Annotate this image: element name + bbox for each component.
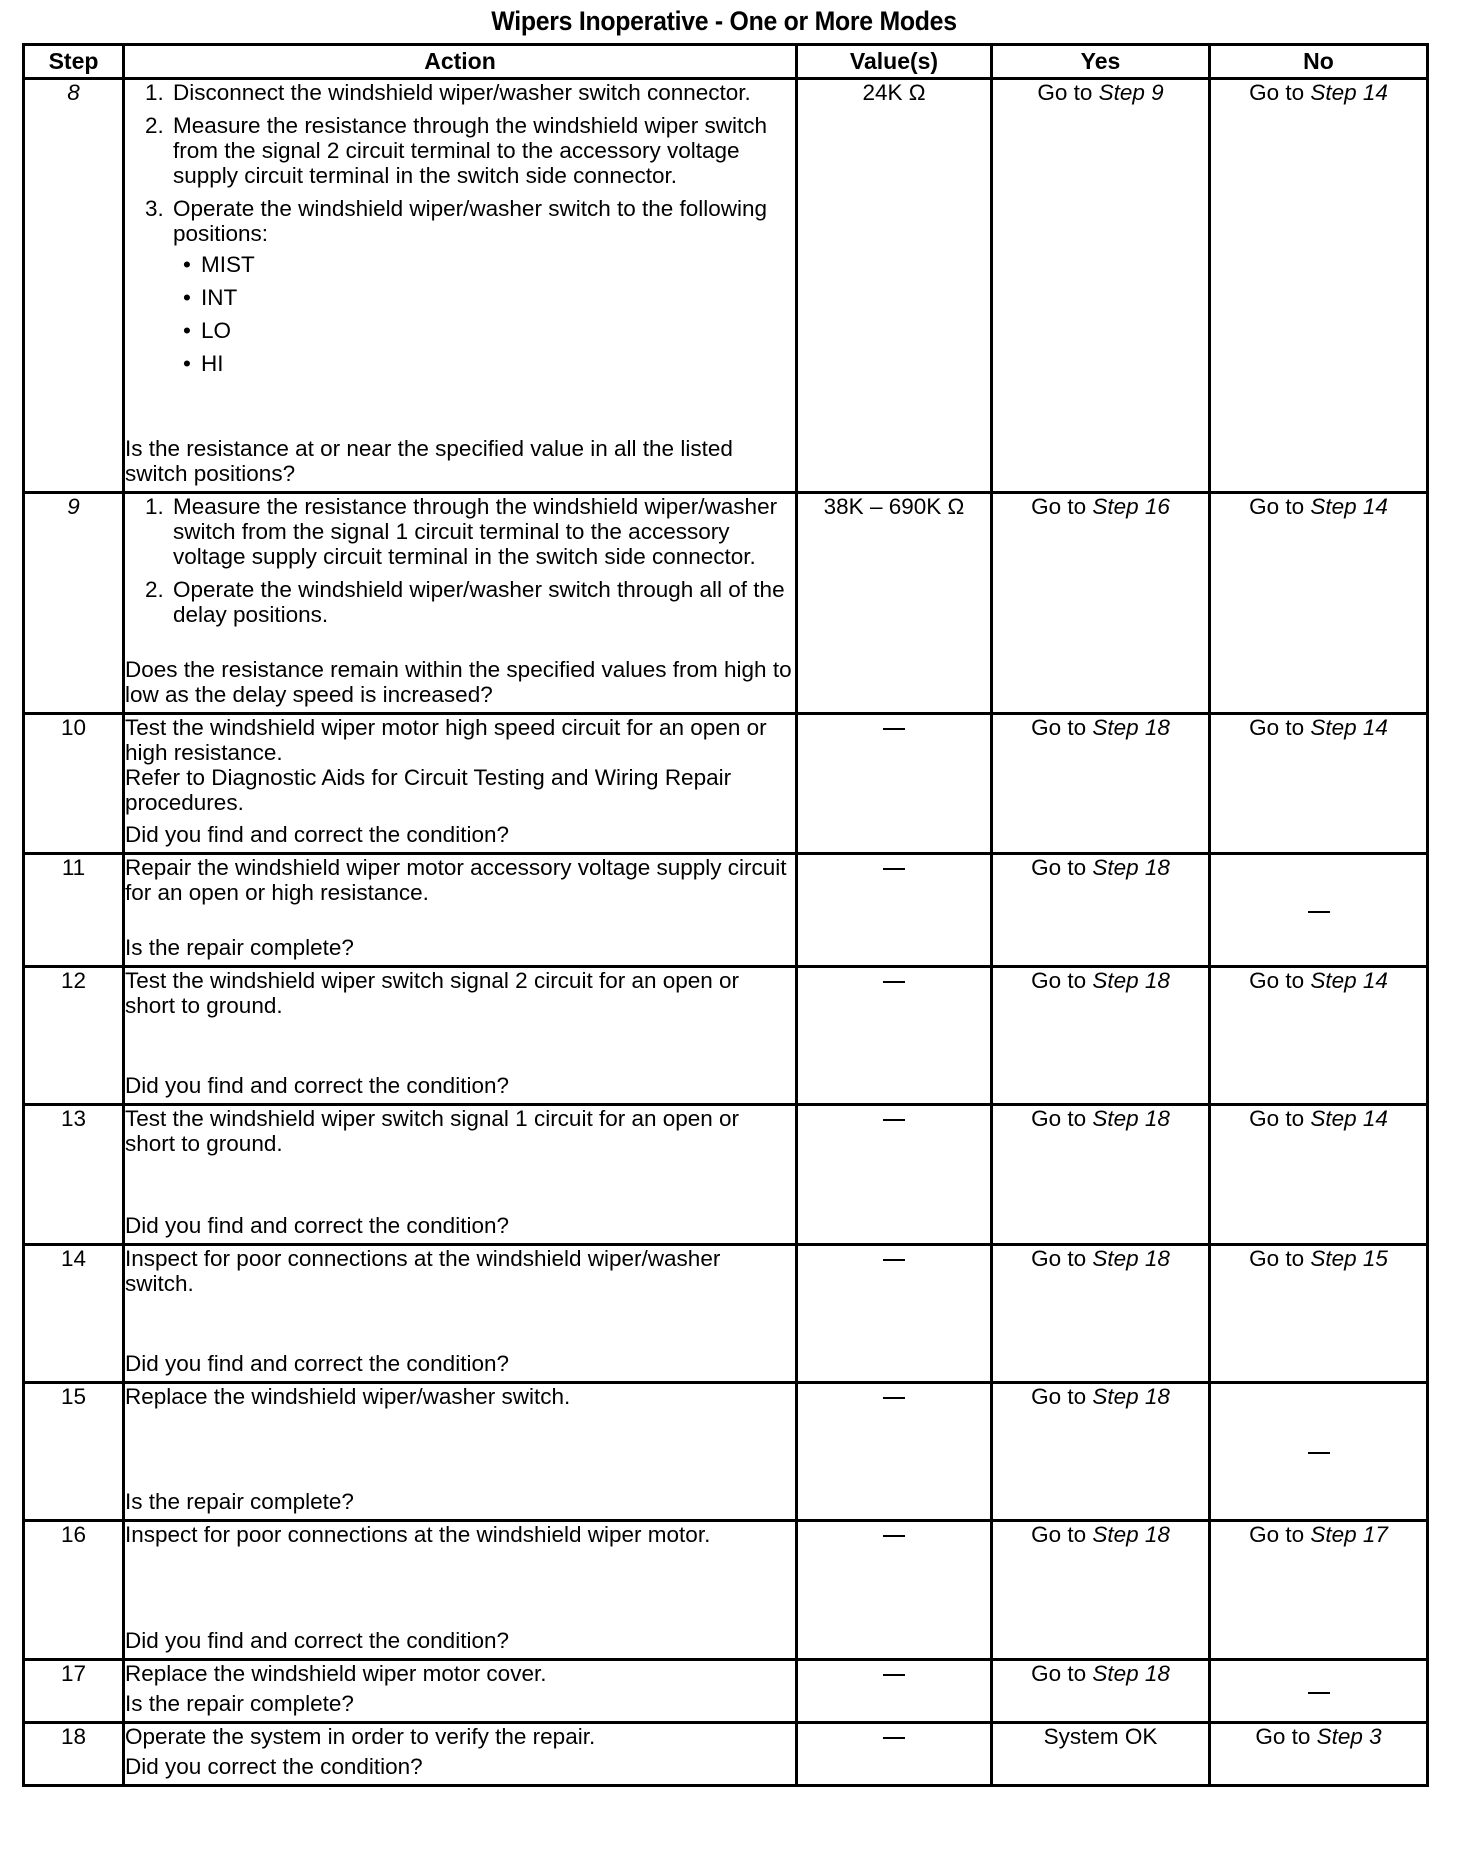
- header-yes: Yes: [992, 45, 1210, 79]
- yes-outcome: [992, 1521, 1210, 1660]
- goto-prefix: Go to: [1249, 80, 1311, 105]
- table-row: [24, 1660, 1428, 1723]
- yes-outcome: [992, 1105, 1210, 1245]
- goto-prefix: Go to: [1031, 1246, 1093, 1271]
- goto-step-link: Step 14: [1310, 1106, 1388, 1131]
- em-dash: [883, 1737, 905, 1739]
- em-dash: [883, 1674, 905, 1676]
- no-outcome-text: [1249, 1246, 1388, 1271]
- action-question: Is the repair complete?: [125, 935, 354, 960]
- no-outcome-text: [1249, 968, 1388, 993]
- yes-outcome: [992, 1245, 1210, 1383]
- action-text: Operate the system in order to verify the repair.: [125, 1724, 596, 1749]
- yes-outcome-text: [1031, 855, 1170, 880]
- value-cell: [797, 1105, 992, 1245]
- step-number: 16: [24, 1521, 124, 1660]
- action-text: Test the windshield wiper switch signal 2 circuit for an open or short to ground.: [125, 968, 740, 1018]
- step-number: 9: [24, 493, 124, 714]
- action-cell: [124, 854, 797, 967]
- yes-outcome-text: [1031, 1522, 1170, 1547]
- action-cell: [124, 1521, 797, 1660]
- table-row: [24, 1105, 1428, 1245]
- action-question: Did you find and correct the condition?: [125, 1073, 509, 1098]
- no-outcome: [1210, 1660, 1428, 1723]
- no-outcome: [1210, 79, 1428, 493]
- em-dash: [1308, 911, 1330, 913]
- value-cell: 38K – 690K Ω: [797, 493, 992, 714]
- action-cell: [124, 1723, 797, 1786]
- header-step: Step: [24, 45, 124, 79]
- no-outcome: [1210, 967, 1428, 1105]
- action-question: Is the repair complete?: [125, 1489, 354, 1514]
- goto-step-link: Step 18: [1092, 1384, 1170, 1409]
- em-dash: [883, 1397, 905, 1399]
- yes-outcome-text: System OK: [1043, 1724, 1158, 1749]
- value-cell: [797, 1521, 992, 1660]
- step-number: 17: [24, 1660, 124, 1723]
- goto-prefix: Go to: [1249, 1246, 1311, 1271]
- goto-step-link: Step 14: [1310, 80, 1388, 105]
- no-outcome: [1210, 854, 1428, 967]
- table-row: [24, 1383, 1428, 1521]
- action-question: Is the resistance at or near the specified value in all the listed switch positions?: [125, 436, 733, 486]
- action-text: Test the windshield wiper motor high speed circuit for an open or high resistance.: [125, 715, 767, 765]
- action-steps: [125, 494, 795, 635]
- goto-step-link: Step 18: [1092, 968, 1170, 993]
- value-cell: [797, 1660, 992, 1723]
- action-text: Replace the windshield wiper/washer switch.: [125, 1384, 571, 1409]
- action-content: [125, 715, 795, 847]
- step-number: 12: [24, 967, 124, 1105]
- yes-outcome: [992, 714, 1210, 854]
- action-content: [125, 968, 795, 1098]
- step-number: 10: [24, 714, 124, 854]
- goto-prefix: Go to: [1249, 1106, 1311, 1131]
- goto-step-link: Step 3: [1316, 1724, 1382, 1749]
- table-header-row: [24, 45, 1428, 79]
- goto-step-link: Step 16: [1092, 494, 1170, 519]
- value-cell: [797, 854, 992, 967]
- value-cell: 24K Ω: [797, 79, 992, 493]
- action-content: [125, 80, 795, 486]
- goto-step-link: Step 14: [1310, 715, 1388, 740]
- action-cell: [124, 1105, 797, 1245]
- action-text: Inspect for poor connections at the windshield wiper motor.: [125, 1522, 711, 1547]
- action-question: Does the resistance remain within the specified values from high to low as the delay speed is increased?: [125, 657, 792, 707]
- yes-outcome-text: [1031, 494, 1170, 519]
- action-content: [125, 494, 795, 707]
- goto-prefix: Go to: [1031, 494, 1093, 519]
- goto-prefix: Go to: [1031, 1106, 1093, 1131]
- em-dash: [883, 868, 905, 870]
- no-outcome-text: [1249, 1522, 1388, 1547]
- goto-step-link: Step 9: [1098, 80, 1164, 105]
- table-row: [24, 1521, 1428, 1660]
- yes-outcome: [992, 1383, 1210, 1521]
- action-cell: [124, 714, 797, 854]
- table-row: [24, 714, 1428, 854]
- no-outcome: [1210, 1245, 1428, 1383]
- action-step: Measure the resistance through the windshield wiper/washer switch from the signal 1 circuit terminal to the accessory voltage supply circuit terminal in the switch side connector.: [173, 494, 778, 569]
- action-question: Did you find and correct the condition?: [125, 1351, 509, 1376]
- action-step: Operate the windshield wiper/washer switch through all of the delay positions.: [173, 577, 785, 627]
- goto-prefix: Go to: [1031, 1522, 1093, 1547]
- goto-step-link: Step 18: [1092, 855, 1170, 880]
- no-outcome-text: [1249, 80, 1388, 105]
- em-dash: [1308, 1452, 1330, 1454]
- action-cell: [124, 967, 797, 1105]
- action-cell: [124, 1245, 797, 1383]
- action-text: Inspect for poor connections at the windshield wiper/washer switch.: [125, 1246, 721, 1296]
- step-number: 13: [24, 1105, 124, 1245]
- action-question: Is the repair complete?: [125, 1691, 354, 1716]
- no-outcome-text: [1249, 1106, 1388, 1131]
- yes-outcome-text: [1037, 80, 1163, 105]
- value-cell: [797, 1383, 992, 1521]
- no-outcome: [1210, 1383, 1428, 1521]
- yes-outcome-text: [1031, 1106, 1170, 1131]
- yes-outcome: [992, 854, 1210, 967]
- table-row: [24, 967, 1428, 1105]
- step-number: 8: [24, 79, 124, 493]
- action-question: Did you find and correct the condition?: [125, 1628, 509, 1653]
- goto-step-link: Step 18: [1092, 1246, 1170, 1271]
- goto-prefix: Go to: [1031, 1384, 1093, 1409]
- action-step: Operate the windshield wiper/washer switch to the following positions: • MIST • INT • LO • HI: [173, 196, 795, 376]
- em-dash: [883, 981, 905, 983]
- em-dash: [883, 728, 905, 730]
- action-step: Measure the resistance through the windshield wiper switch from the signal 2 circuit terminal to the accessory voltage supply circuit terminal in the switch side connector.: [173, 113, 768, 188]
- action-cell: [124, 1660, 797, 1723]
- yes-outcome: [992, 1660, 1210, 1723]
- action-content: [125, 1246, 795, 1376]
- goto-prefix: Go to: [1249, 1522, 1311, 1547]
- yes-outcome-text: [1031, 1661, 1170, 1686]
- step-number: 11: [24, 854, 124, 967]
- action-content: [125, 855, 795, 960]
- table-row: [24, 1245, 1428, 1383]
- goto-step-link: Step 14: [1310, 968, 1388, 993]
- action-content: [125, 1522, 795, 1653]
- action-content: [125, 1724, 795, 1779]
- goto-prefix: Go to: [1249, 968, 1311, 993]
- action-text: Refer to Diagnostic Aids for Circuit Testing and Wiring Repair procedures.: [125, 765, 732, 815]
- table-row: [24, 854, 1428, 967]
- step-number: 18: [24, 1723, 124, 1786]
- goto-prefix: Go to: [1249, 715, 1311, 740]
- goto-prefix: Go to: [1037, 80, 1099, 105]
- yes-outcome-text: [1031, 1246, 1170, 1271]
- switch-position: • MIST: [201, 252, 795, 277]
- goto-step-link: Step 14: [1310, 494, 1388, 519]
- header-action: Action: [124, 45, 797, 79]
- step-number: 15: [24, 1383, 124, 1521]
- goto-step-link: Step 18: [1092, 1106, 1170, 1131]
- table-row: [24, 493, 1428, 714]
- action-question: Did you correct the condition?: [125, 1754, 423, 1779]
- no-outcome-text: [1249, 715, 1388, 740]
- header-no: No: [1210, 45, 1428, 79]
- value-cell: [797, 1723, 992, 1786]
- yes-outcome: [992, 967, 1210, 1105]
- no-outcome-text: [1255, 1724, 1381, 1749]
- action-text: Replace the windshield wiper motor cover.: [125, 1661, 547, 1686]
- header-values: Value(s): [797, 45, 992, 79]
- no-outcome: [1210, 1723, 1428, 1786]
- value-cell: [797, 714, 992, 854]
- diagnostic-table: [22, 43, 1429, 1787]
- yes-outcome-text: [1031, 1384, 1170, 1409]
- step-number: 14: [24, 1245, 124, 1383]
- no-outcome: [1210, 1105, 1428, 1245]
- goto-prefix: Go to: [1031, 968, 1093, 993]
- yes-outcome-text: [1031, 715, 1170, 740]
- action-cell: [124, 79, 797, 493]
- switch-position: • HI: [201, 351, 795, 376]
- action-steps: [125, 80, 795, 384]
- no-outcome-text: [1249, 494, 1388, 519]
- goto-step-link: Step 18: [1092, 1661, 1170, 1686]
- action-text: Test the windshield wiper switch signal 1 circuit for an open or short to ground.: [125, 1106, 740, 1156]
- goto-prefix: Go to: [1255, 1724, 1317, 1749]
- switch-position: • LO: [201, 318, 795, 343]
- goto-prefix: Go to: [1031, 855, 1093, 880]
- goto-step-link: Step 18: [1092, 1522, 1170, 1547]
- goto-prefix: Go to: [1031, 715, 1093, 740]
- no-outcome: [1210, 1521, 1428, 1660]
- goto-prefix: Go to: [1249, 494, 1311, 519]
- action-content: [125, 1661, 795, 1716]
- value-cell: [797, 1245, 992, 1383]
- goto-step-link: Step 18: [1092, 715, 1170, 740]
- action-question: Did you find and correct the condition?: [125, 822, 509, 847]
- action-content: [125, 1106, 795, 1238]
- switch-position: • INT: [201, 285, 795, 310]
- action-step: Disconnect the windshield wiper/washer switch connector.: [173, 80, 751, 105]
- action-content: [125, 1384, 795, 1514]
- action-cell: [124, 493, 797, 714]
- page-title: Wipers Inoperative - One or More Modes: [491, 6, 957, 36]
- no-outcome: [1210, 714, 1428, 854]
- yes-outcome: [992, 79, 1210, 493]
- action-question: Did you find and correct the condition?: [125, 1213, 509, 1238]
- table-row: [24, 79, 1428, 493]
- yes-outcome: [992, 493, 1210, 714]
- em-dash: [883, 1119, 905, 1121]
- em-dash: [883, 1259, 905, 1261]
- action-text: Repair the windshield wiper motor accessory voltage supply circuit for an open or high resistance.: [125, 855, 787, 905]
- value-cell: [797, 967, 992, 1105]
- yes-outcome-text: [1031, 968, 1170, 993]
- goto-step-link: Step 17: [1310, 1522, 1388, 1547]
- goto-prefix: Go to: [1031, 1661, 1093, 1686]
- goto-step-link: Step 15: [1310, 1246, 1388, 1271]
- table-row: [24, 1723, 1428, 1786]
- em-dash: [883, 1535, 905, 1537]
- no-outcome: [1210, 493, 1428, 714]
- yes-outcome: [992, 1723, 1210, 1786]
- em-dash: [1308, 1692, 1330, 1694]
- action-cell: [124, 1383, 797, 1521]
- switch-positions: [173, 252, 795, 376]
